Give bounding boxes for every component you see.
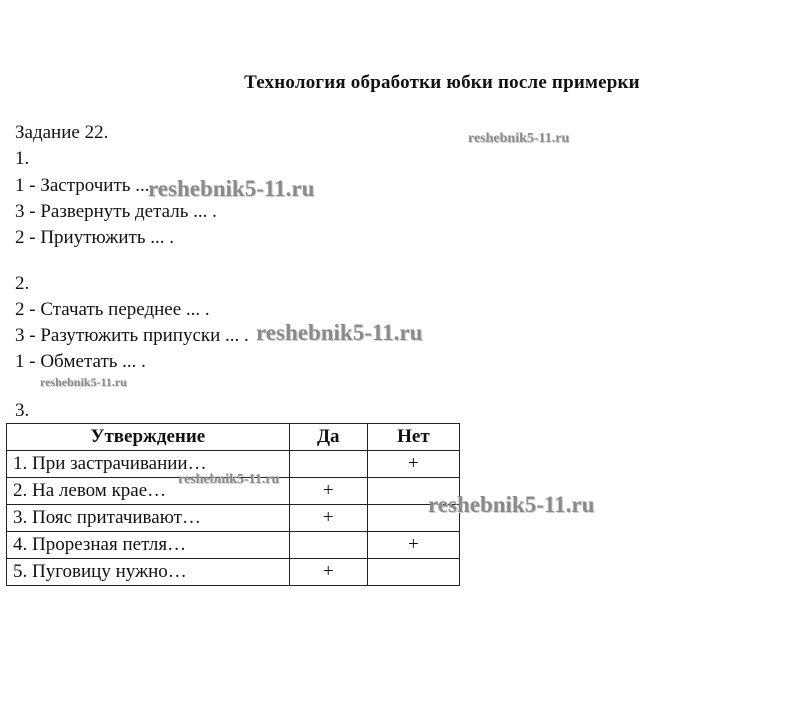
statement-cell: 2. На левом крае… [7,478,290,505]
answers-table [6,423,460,586]
page-title: Технология обработки юбки после примерки [244,72,640,93]
yes-cell [289,532,367,559]
task-label: Задание 22. [15,122,109,143]
table-header-row [7,424,460,451]
yes-cell: + [289,478,367,505]
part2-line-2: 3 - Разутюжить припуски ... . [15,325,249,346]
statement-cell: 1. При застрачивании… [7,451,290,478]
table-row [7,532,460,559]
part1-number: 1. [15,148,30,169]
part1-line-2: 3 - Развернуть деталь ... . [15,201,217,222]
watermark: reshebnik5-11.ru [148,176,315,201]
part3-number: 3. [15,400,30,421]
header-statement: Утверждение [7,424,290,451]
no-cell [367,559,459,586]
part1-line-1: 1 - Застрочить ... [15,175,150,196]
header-no: Нет [367,424,459,451]
yes-cell [289,451,367,478]
part2-number: 2. [15,273,30,294]
header-yes: Да [289,424,367,451]
watermark: reshebnik5-11.ru [40,375,127,389]
part1-line-3: 2 - Приутюжить ... . [15,227,175,248]
statement-cell: 5. Пуговицу нужно… [7,559,290,586]
part2-line-3: 1 - Обметать ... . [15,351,146,372]
yes-cell: + [289,559,367,586]
watermark: reshebnik5-11.ru [178,472,280,487]
statement-cell: 4. Прорезная петля… [7,532,290,559]
statement-cell: 3. Пояс притачивают… [7,505,290,532]
watermark: reshebnik5-11.ru [428,492,595,517]
table-row [7,559,460,586]
yes-cell: + [289,505,367,532]
no-cell: + [367,532,459,559]
no-cell: + [367,451,459,478]
watermark: reshebnik5-11.ru [256,320,423,345]
watermark: reshebnik5-11.ru [468,131,570,146]
table-row [7,505,460,532]
part2-line-1: 2 - Стачать переднее ... . [15,299,210,320]
